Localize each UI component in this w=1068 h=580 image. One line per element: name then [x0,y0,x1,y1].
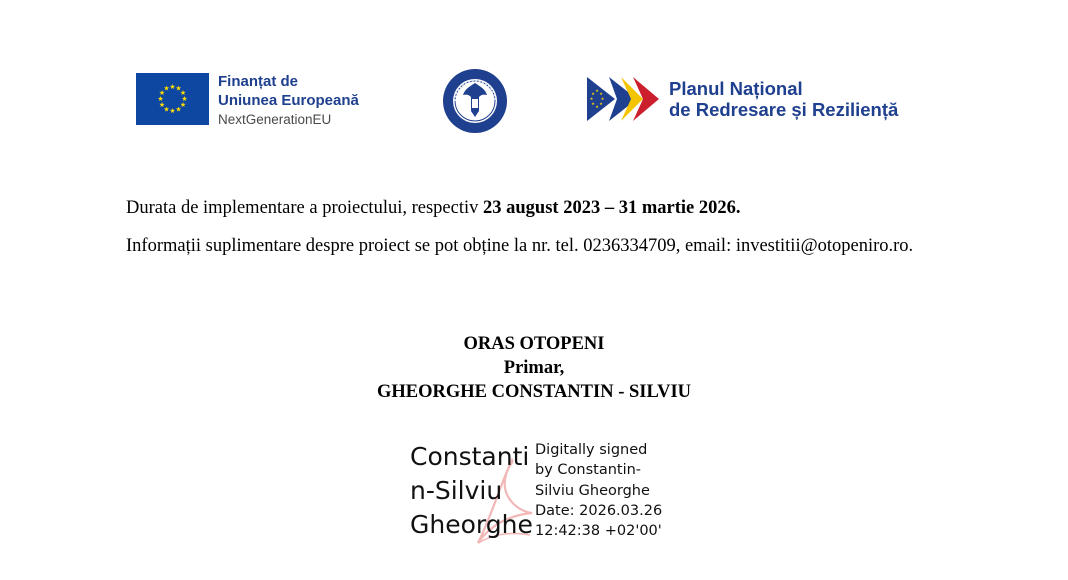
eu-funding-line3: NextGenerationEU [218,112,332,127]
eu-funding-line1: Finanțat de [218,73,299,90]
svg-text:★: ★ [589,96,594,101]
pnrr-title-line2: de Redresare și Reziliență [669,99,899,120]
mayor-name: GHEORGHE CONSTANTIN - SILVIU [376,382,692,402]
eu-funding-text [218,72,359,129]
signature-detail-line: 12:42:38 +02'00' [535,523,662,540]
svg-text:★: ★ [175,105,182,114]
duration-dates: 23 august 2023 – 31 martie 2026. [483,198,741,218]
svg-text:★: ★ [591,101,595,106]
digital-signature-details [535,440,662,541]
svg-text:★: ★ [591,91,595,96]
implementation-duration [126,196,740,220]
additional-info: Informații suplimentare despre proiect se pot obține la nr. tel. 0236334709, email: investitii@otopeniro.ro. [126,236,914,256]
svg-text:★: ★ [175,84,182,93]
svg-text:★: ★ [179,89,187,97]
mayor-role: Primar, [503,358,565,378]
institution-name: ORAS OTOPENI [463,334,605,354]
pnrr-title-line1: Planul Național [669,78,803,99]
signature-detail-line: Digitally signed [535,442,648,458]
svg-text:★: ★ [157,95,164,103]
svg-text:★: ★ [600,96,605,101]
svg-text:★: ★ [158,101,166,109]
digital-signer-name: Constanti n-Silviu Gheorghe [410,442,533,539]
eu-funding-line2: Uniunea Europeană [218,92,359,109]
signature-block [0,332,1068,404]
signature-detail-line: Date: 2026.03.26 [535,502,663,519]
svg-text:★: ★ [595,88,599,93]
svg-text:★: ★ [181,95,188,103]
pnrr-title [669,78,898,120]
duration-prefix: Durata de implementare a proiectului, respectiv [126,198,484,218]
svg-text:★: ★ [599,91,603,96]
pnrr-flag-logo [587,77,663,121]
government-seal-icon [441,67,509,135]
signature-detail-line: by Constantin- [535,462,642,479]
svg-text:★: ★ [179,101,187,109]
eu-stars-icon [136,73,209,125]
svg-text:★: ★ [163,84,170,93]
eu-flag-logo [136,73,209,125]
svg-text:★: ★ [599,101,603,106]
svg-text:★: ★ [595,104,599,109]
svg-text:★: ★ [169,107,176,115]
svg-text:★: ★ [158,89,166,97]
svg-text:★: ★ [163,105,170,114]
svg-text:★: ★ [169,83,176,91]
signature-detail-line: Silviu Gheorghe [535,482,650,499]
